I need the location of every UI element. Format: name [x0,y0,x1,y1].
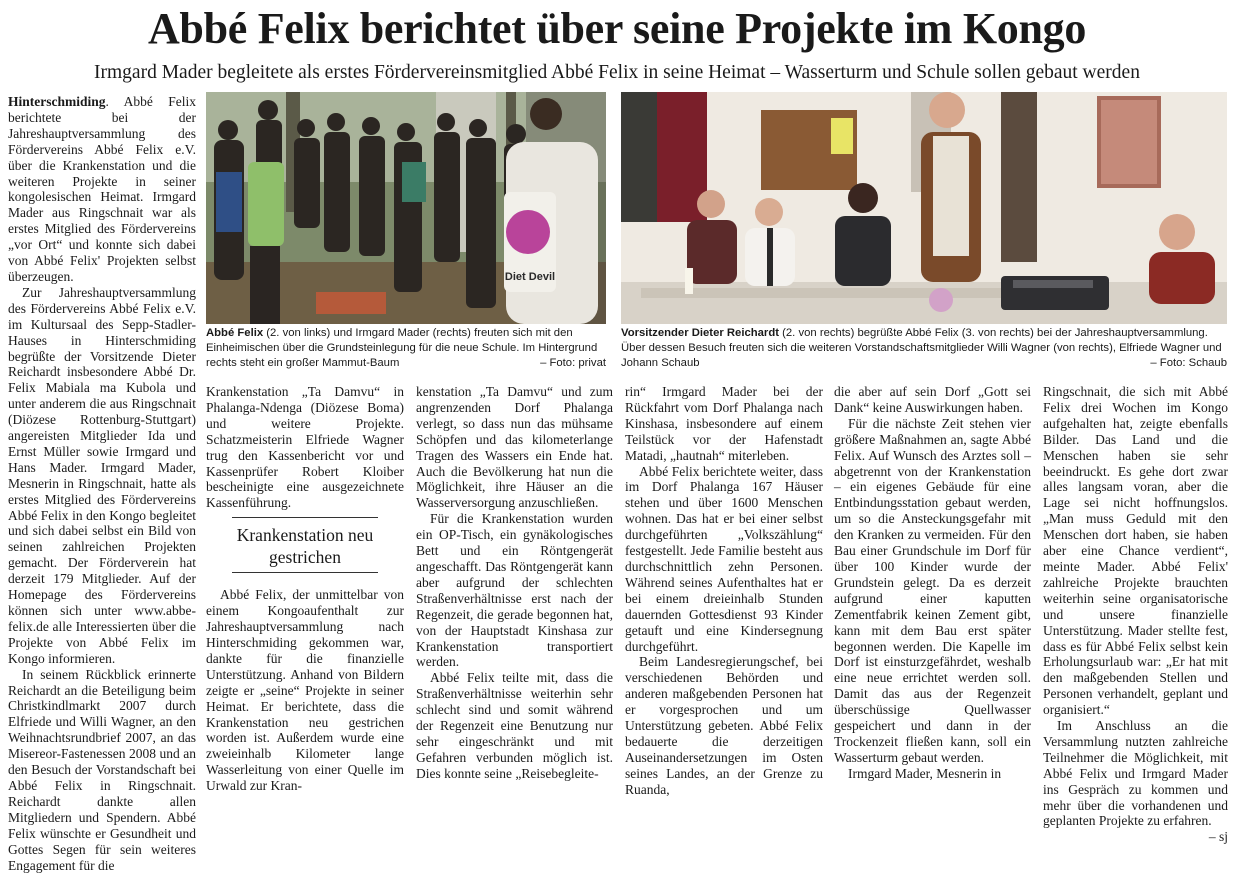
paragraph: Beim Landesregierungschef, bei verschiedenen Behörden und anderen maßgebenden Personen hat er vorgesprochen und um Unterstützung gebeten. Abbé Felix bedauerte die derzeitigen Auseinandersetzungen im Osten seines Landes, an der Grenze zu Ruanda, [625,654,823,797]
photo-annual-meeting [621,92,1227,324]
article-column-1 [8,94,196,873]
photo-credit: – Foto: Schaub [1150,357,1227,369]
photo-groundbreaking-caption [206,326,606,372]
paragraph: kenstation „Ta Damvu“ und zum angrenzenden Dorf Phalanga verlegt, so dass nun das mühsame Schöpfen und das kilometerlange Tragen des Wassers ein Ende hat. Auch die Bevölkerung hat nun die Möglichkeit, ihre Häuser an die Wasserversorgung anzuschließen. [416,384,613,511]
paragraph: Krankenstation „Ta Damvu“ in Phalanga-Ndenga (Diözese Boma) und weitere Projekte. Schatzmeisterin Elfriede Wagner trug den Kassenbericht vor und Kassenprüfer Robert Kloiber bescheinigte eine ausgezeichnete Kassenführung. [206,384,404,511]
article-column-6 [1043,384,1228,845]
caption-text: (2. von rechts) begrüßte Abbé Felix (3. von rechts) bei der Jahreshauptversammlung. Über dessen Besuch freuten sich die weiteren Vorstandschaftsmitglieder Willi Wagner (von rechts), Elfriede Wagner und Johann Schaub [621,327,1222,369]
photo-credit: – Foto: privat [540,357,606,369]
paragraph: Abbé Felix berichtete weiter, dass im Dorf Phalanga 167 Häuser stehen und über 1600 Menschen wohnen. Das hat er bei einer selbst durchgeführten „Volkszählung“ festgestellt. Jede Familie besteht aus durchschnittlich zehn Personen. Während seines Aufenthaltes hat er bei einem dreieinhalb Stunden dauernden Gottesdienst 93 Kinder getauft und eine Kindersegnung durchgeführt. [625,463,823,654]
paragraph [8,94,196,285]
article-column-4 [625,384,823,797]
paragraph: Ringschnait, die sich mit Abbé Felix drei Wochen im Kongo aufgehalten hat, zeigte ebenfalls Bilder. Das Land und die Menschen haben sie sehr beeindruckt. Es gehe dort zwar alles langsam voran, aber die Lage sei nicht hoffnungslos. „Man muss Geduld mit den Menschen dort haben, sie haben aber eine Chance verdient“, meinte Mader. Abbé Felix' zahlreiche Projekte brauchten weiterhin seine organisatorische und unsere finanzielle Unterstützung. Mader stellte fest, dass es für Abbé Felix selbst kein Erholungsurlaub war: „Er hat mit den maßgebenden Stellen und Personen verhandelt, geplant und organisiert.“ [1043,384,1228,718]
paragraph: die aber auf sein Dorf „Gott sei Dank“ keine Auswirkungen haben. [834,384,1031,415]
byline: – sj [1208,829,1228,845]
bag-print-text: Diet Devil [504,271,556,283]
photo-annual-meeting-caption [621,326,1227,372]
paragraph: Für die Krankenstation wurden ein OP-Tisch, ein gynäkologisches Bett und ein Röntgengerät angeschafft. Das Röntgengerät kann aber aufgrund der schlechten Straßenverhältnisse erst nach der Regenzeit, die gerade begonnen hat, von der Hauptstadt Kinshasa zur Krankenstation transportiert werden. [416,511,613,670]
caption-text: (2. von links) und Irmgard Mader (rechts) freuten sich mit den Einheimischen über die Grundsteinlegung für die neue Schule. Im Hintergrund rechts steht ein großer Mammut-Baum [206,327,598,369]
subheadline: Irmgard Mader begleitete als erstes Fördervereinsmitglied Abbé Felix in seine Heimat – Wasserturm und Schule sollen gebaut werden [94,62,1140,83]
photo-annual-meeting-image [621,92,1227,324]
paragraph: In seinem Rückblick erinnerte Reichardt an die Beteiligung beim Christkindlmarkt 2007 durch Elfriede und Willi Wagner, an den Weihnachtsrundbrief 2007, an das Misereor-Fastenessen 2008 und an den Besuch der Vorstandschaft bei Abbé Felix in Ringschnait. Reichardt dankte allen Mitgliedern und Spendern. Abbé Felix wünschte er Gesundheit und Gottes Segen für sein weiteres Engagement für die [8,666,196,873]
headline: Abbé Felix berichtet über seine Projekte im Kongo [147,4,1087,53]
photo-groundbreaking [206,92,606,324]
paragraph: Für die nächste Zeit stehen vier größere Maßnahmen an, sagte Abbé Felix. Auf Wunsch des Arztes soll – abgetrennt von der Krankenstation – ein eigenes Gebäude für eine Entbindungsstation gebaut werden, um so die Ansteckungsgefahr mit den Kranken zu vermeiden. Für den Bau einer Grundschule im Dorf für über 100 Kinder wurde der Grundstein gelegt. Da es derzeit aufgrund einer kaputten Zementfabrik keinen Zement gibt, kann mit dem Bau erst später begonnen werden. Die Kapelle im Dorf ist einsturzgefährdet, weshalb eine neue errichtet werden soll. Damit das aus der Regenzeit überschüssige Quellwasser gespeichert und dann in der Trockenzeit fließen kann, soll ein Wasserturm gebaut werden. [834,415,1031,765]
paragraph-text: Im Anschluss an die Versammlung nutzten zahlreiche Teilnehmer die Möglichkeit, mit Abbé Felix und Irmgard Mader ins Gespräch zu kommen und mehr über die vorhandenen und geplanten Projekte zu erfahren. [1043,718,1228,829]
paragraph: rin“ Irmgard Mader bei der Rückfahrt vom Dorf Phalanga nach Kinshasa, insbesondere auf einem Teilstück vor der Hafenstadt Matadi, „hautnah“ miterleben. [625,384,823,463]
article-column-3 [416,384,613,781]
dateline: Hinterschmiding [8,94,106,109]
article-column-5 [834,384,1031,781]
paragraph: Irmgard Mader, Mesnerin in [848,765,1002,781]
subheading: Krankenstation neu gestrichen [236,525,374,568]
paragraph: Abbé Felix teilte mit, dass die Straßenverhältnisse weiterhin sehr schlecht sind und somit während der Regenzeit eine Benutzung nur sehr eingeschränkt und mit Gefahren verbunden möglich ist. Dies konnte seine „Reisebegleite- [416,670,613,781]
paragraph-text: . Abbé Felix berichtete bei der Jahreshauptversammlung des Fördervereins Abbé Felix e.V. über die Krankenstation und die weiteren Projekte in seiner kongolesischen Heimat. Irmgard Mader aus Ringschnait war als erstes Mitglied des Fördervereins „vor Ort“ und konnte sich dabei von Abbé Felix' Projekten selbst überzeugen. [8,94,196,284]
paragraph [1043,718,1228,845]
article-column-2 [206,384,404,794]
caption-lead: Abbé Felix [206,327,264,339]
subheading-box [232,517,378,573]
photo-groundbreaking-image [206,92,606,324]
caption-lead: Vorsitzender Dieter Reichardt [621,327,779,339]
paragraph: Zur Jahreshauptversammlung des Fördervereins Abbé Felix e.V. im Kultursaal des Sepp-Stadler-Hauses in Hinterschmiding begrüßte der Vorsitzende Dieter Reichardt insbesondere Abbé Dr. Felix Mabiala ma Kubola und unter anderem die aus Ringschnait (Diözese Rottenburg-Stuttgart) angereisten Mitglieder Ida und Ernst Müller sowie Irmgard und Hans Mader. Irmgard Mader, Mesnerin in Ringschnait, hatte als erstes Mitglied des Fördervereins Abbé Felix in den Kongo begleitet und sich dabei selbst ein Bild von seinen zahlreichen Projekten gemacht. Der Förderverein hat derzeit 179 Mitglieder. Auf der Homepage des Fördervereins können sich unter www.abbe-felix.de alle Interessierten über die Projekte von Abbé Felix im Kongo informieren. [8,284,196,666]
paragraph: Abbé Felix, der unmittelbar von einem Kongoaufenthalt zur Jahreshauptversammlung nach Hinterschmiding gekommen war, dankte für die finanzielle Unterstützung. Anhand von Bildern zeigte er „seine“ Projekte in seiner Heimat. Er berichtete, dass die Krankenstation neu gestrichen worden ist. Außerdem wurde eine zweieinhalb Kilometer lange Wasserleitung von einer Quelle im Urwald zur Kran- [206,587,404,794]
